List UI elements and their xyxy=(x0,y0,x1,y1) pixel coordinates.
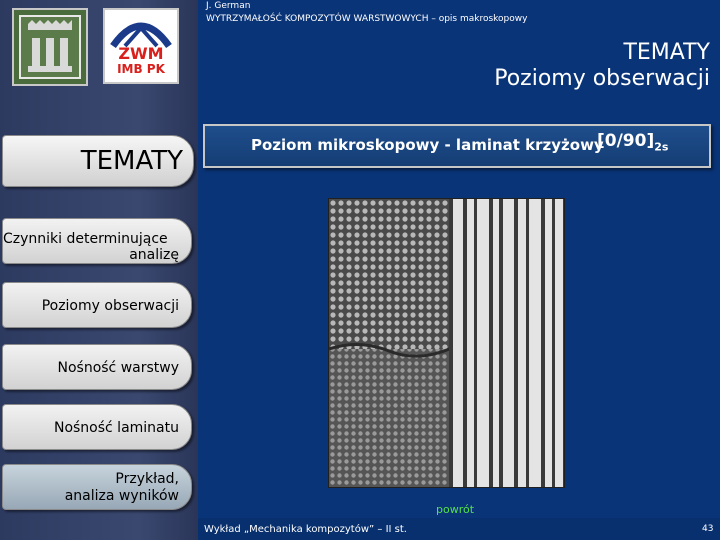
footer-lecture: Wykład „Mechanika kompozytów” – II st. xyxy=(204,524,407,535)
sidebar-item-label-2: analiza wyników xyxy=(64,488,179,504)
zwm-logo-line2: IMB PK xyxy=(117,62,165,76)
sidebar-item-label-2: analizę xyxy=(129,247,179,263)
page-number: 43 xyxy=(702,524,714,534)
subtitle-layup: [0/90] xyxy=(597,131,655,151)
slide-title-line1: TEMATY xyxy=(623,40,710,65)
slide-title xyxy=(494,40,710,92)
sidebar-item-poziomy[interactable] xyxy=(2,282,192,328)
sidebar-header-temat: TEMATY xyxy=(2,135,194,187)
sidebar-item-czynniki[interactable] xyxy=(2,218,192,264)
subtitle-bar xyxy=(203,124,711,168)
sidebar-item-nosnosc-warstwy[interactable] xyxy=(2,344,192,390)
subtitle-layup-subscript: 2s xyxy=(654,140,669,154)
micrograph-icon xyxy=(329,199,564,487)
header-author: J. German xyxy=(206,1,251,11)
pk-crest-icon xyxy=(14,10,86,84)
zwm-logo xyxy=(103,8,179,84)
pk-logo xyxy=(12,8,88,86)
sidebar-item-label: Poziomy obserwacji xyxy=(41,298,179,314)
header-course-line: WYTRZYMAŁOŚĆ KOMPOZYTÓW WARSTWOWYCH – opis makroskopowy xyxy=(206,14,528,24)
sidebar-item-przyklad[interactable] xyxy=(2,464,192,510)
sidebar-item-nosnosc-laminatu[interactable] xyxy=(2,404,192,450)
micrograph-image xyxy=(328,198,565,488)
zwm-logo-line1: ZWM xyxy=(118,44,164,63)
sidebar-item-label: Nośność warstwy xyxy=(57,360,179,376)
back-link[interactable]: powrót xyxy=(436,503,475,516)
subtitle-text: Poziom mikroskopowy - laminat krzyżowy xyxy=(251,136,604,154)
sidebar-item-label: Nośność laminatu xyxy=(53,420,179,436)
sidebar-item-label: Przykład, xyxy=(115,471,179,487)
sidebar-item-label: Czynniki determinujące xyxy=(3,231,168,247)
subtitle-notation xyxy=(597,131,668,153)
slide-title-line2: Poziomy obserwacji xyxy=(494,66,710,91)
